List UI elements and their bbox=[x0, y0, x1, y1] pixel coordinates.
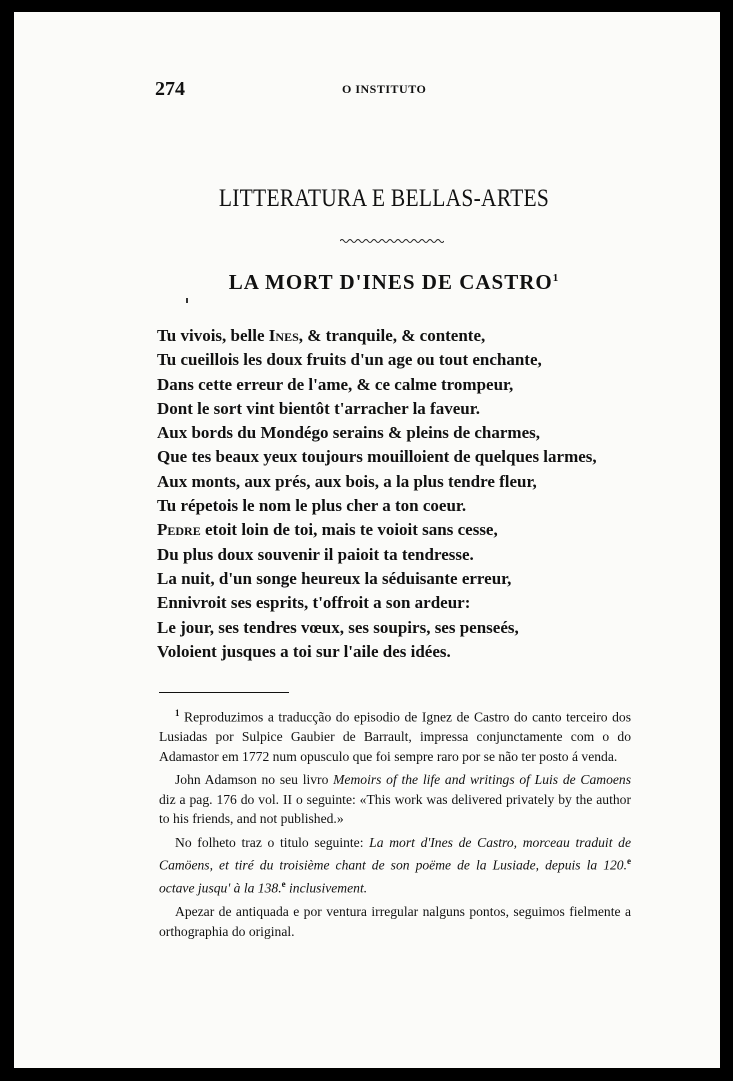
poem-title-text: LA MORT D'INES DE CASTRO bbox=[228, 270, 553, 294]
volume-number: II bbox=[282, 791, 293, 807]
footnote-rule bbox=[159, 692, 289, 693]
footnote-text: Reproduzimos a traducção do episodio de Ignez de Castro do canto terceiro dos Lusiadas por Sulpice Gaubier de Barrault, impressa conjunctamente com o do Adamastor em 1772 num opusculo que foi sempre raro por se não ter posto á venda. bbox=[159, 709, 631, 764]
section-title: LITTERATURA E BELLAS-ARTES bbox=[218, 185, 550, 212]
poem-body bbox=[157, 324, 677, 664]
poem-line bbox=[157, 518, 677, 542]
book-title: Memoirs of the life and writings of Luis de Camoens bbox=[333, 772, 631, 788]
verse-text: Tu cueillois les doux fruits d'un age ou tout enchante, bbox=[157, 350, 542, 370]
verse-text: Le jour, ses tendres vœux, ses soupirs, ses penseés, bbox=[157, 617, 519, 637]
poem-line bbox=[157, 445, 677, 469]
wavy-rule-ornament bbox=[340, 238, 444, 244]
poem-line bbox=[157, 494, 677, 518]
poem-line bbox=[157, 373, 677, 397]
verse-text: Ennivroit ses esprits, t'offroit a son ardeur: bbox=[157, 593, 471, 613]
page-number: 274 bbox=[155, 78, 185, 100]
footnote-paragraph bbox=[159, 833, 631, 899]
poem-line bbox=[157, 421, 677, 445]
verse-text: etoit loin de toi, mais te voioit sans cesse, bbox=[200, 520, 498, 540]
footnote-paragraph bbox=[159, 704, 631, 766]
proper-name: Pedre bbox=[157, 520, 201, 540]
footnote-text: diz a pag. 176 do vol. bbox=[159, 791, 283, 807]
ordinal-suffix: e bbox=[281, 879, 286, 890]
footnote-marker: 1 bbox=[552, 272, 560, 284]
verse-text: Du plus doux souvenir il paioit ta tendresse. bbox=[157, 544, 474, 564]
verse-text: Aux monts, aux prés, aux bois, a la plus tendre fleur, bbox=[157, 471, 537, 491]
page bbox=[14, 12, 720, 1068]
footnote-paragraph bbox=[159, 770, 631, 829]
pamphlet-title: La mort d'Ines de Castro, morceau traduit de Camöens, et tiré du troisième chant de son poëme de la Lusiade, depuis la 120. bbox=[159, 834, 631, 873]
margin-tick bbox=[186, 298, 188, 303]
verse-text: Que tes beaux yeux toujours mouilloient de quelques larmes, bbox=[157, 447, 597, 467]
verse-text: Tu répetois le nom le plus cher a ton coeur. bbox=[157, 496, 467, 516]
poem-line bbox=[157, 324, 677, 348]
poem-title bbox=[154, 270, 634, 295]
running-header: O INSTITUTO bbox=[342, 82, 427, 96]
poem-line bbox=[157, 567, 677, 591]
poem-line bbox=[157, 591, 677, 615]
verse-text: , & tranquile, & contente, bbox=[298, 326, 486, 345]
verse-text: La nuit, d'un songe heureux la séduisante erreur, bbox=[157, 568, 512, 588]
poem-line bbox=[157, 543, 677, 567]
pamphlet-title: inclusivement. bbox=[285, 880, 368, 896]
verse-text: Aux bords du Mondégo serains & pleins de charmes, bbox=[157, 423, 541, 443]
footnotes bbox=[159, 704, 631, 941]
verse-text: Tu vivois, belle bbox=[157, 326, 269, 345]
ordinal-suffix: e bbox=[627, 856, 631, 867]
poem-line bbox=[157, 616, 677, 640]
poem-line bbox=[157, 640, 677, 664]
footnote-text: No folheto traz o titulo seguinte: bbox=[175, 834, 370, 850]
footnote-text: o seguinte: «This work was delivered privately by the author to his friends, and not published.» bbox=[159, 791, 632, 827]
verse-text: Dans cette erreur de l'ame, & ce calme trompeur, bbox=[157, 374, 514, 394]
verse-text: Voloient jusques a toi sur l'aile des idées. bbox=[157, 641, 451, 661]
footnote-text: John Adamson no seu livro bbox=[175, 772, 334, 788]
proper-name: Ines bbox=[268, 326, 299, 345]
footnote-paragraph bbox=[159, 902, 631, 941]
verse-text: Dont le sort vint bientôt t'arracher la faveur. bbox=[157, 398, 480, 418]
pamphlet-title: octave jusqu' à la 138. bbox=[159, 880, 282, 896]
poem-line bbox=[157, 397, 677, 421]
poem-line bbox=[157, 348, 677, 372]
poem-line bbox=[157, 470, 677, 494]
footnote-number: 1 bbox=[175, 708, 180, 718]
footnote-text: Apezar de antiquada e por ventura irregular nalguns pontos, seguimos fielmente a orthographia do original. bbox=[159, 904, 631, 939]
